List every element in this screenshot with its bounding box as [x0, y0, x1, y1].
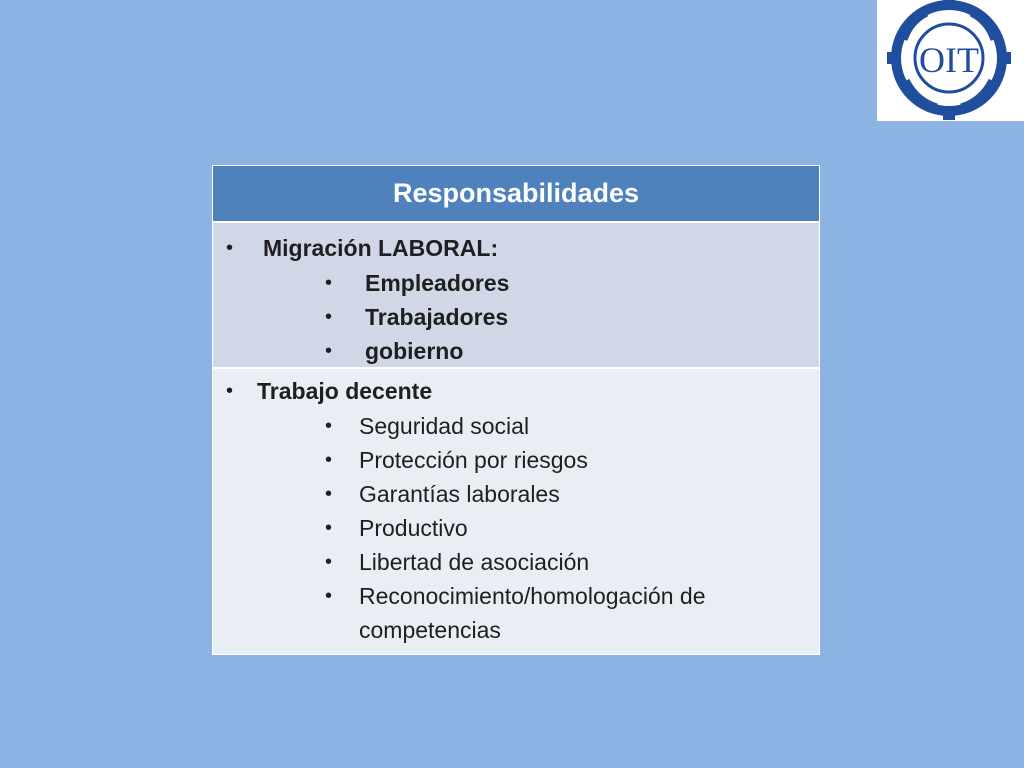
list-item: Reconocimiento/homologación de — [359, 583, 706, 609]
bullet-icon: • — [325, 483, 333, 505]
list-item: Empleadores — [365, 270, 510, 296]
bullet-icon: • — [325, 585, 333, 607]
bullet-icon: • — [325, 449, 333, 471]
bullet-icon: • — [325, 517, 333, 539]
bullet-icon: • — [226, 237, 234, 259]
bullet-icon: • — [325, 340, 333, 362]
table-row-trabajo — [213, 369, 819, 654]
list-item: Productivo — [359, 515, 468, 541]
responsibilities-table — [212, 165, 820, 655]
row-title: Trabajo decente — [257, 378, 433, 404]
list-item: Protección por riesgos — [359, 447, 588, 473]
bullet-icon: • — [325, 272, 333, 294]
bullet-icon: • — [325, 415, 333, 437]
list-item: Libertad de asociación — [359, 549, 590, 575]
row-title: Migración LABORAL: — [263, 235, 499, 261]
list-item: Seguridad social — [359, 413, 530, 439]
bullet-icon: • — [325, 306, 333, 328]
oit-emblem-icon — [877, 0, 1024, 121]
logo-text: OIT — [919, 40, 979, 80]
table-header: Responsabilidades — [213, 166, 819, 223]
oit-logo — [877, 0, 1024, 121]
list-item: Trabajadores — [365, 304, 509, 330]
list-item: Garantías laborales — [359, 481, 560, 507]
list-item: gobierno — [365, 338, 464, 364]
bullet-icon: • — [226, 380, 234, 402]
table-row-migracion — [213, 223, 819, 369]
list-item-continuation: competencias — [359, 617, 501, 643]
bullet-icon: • — [325, 551, 333, 573]
